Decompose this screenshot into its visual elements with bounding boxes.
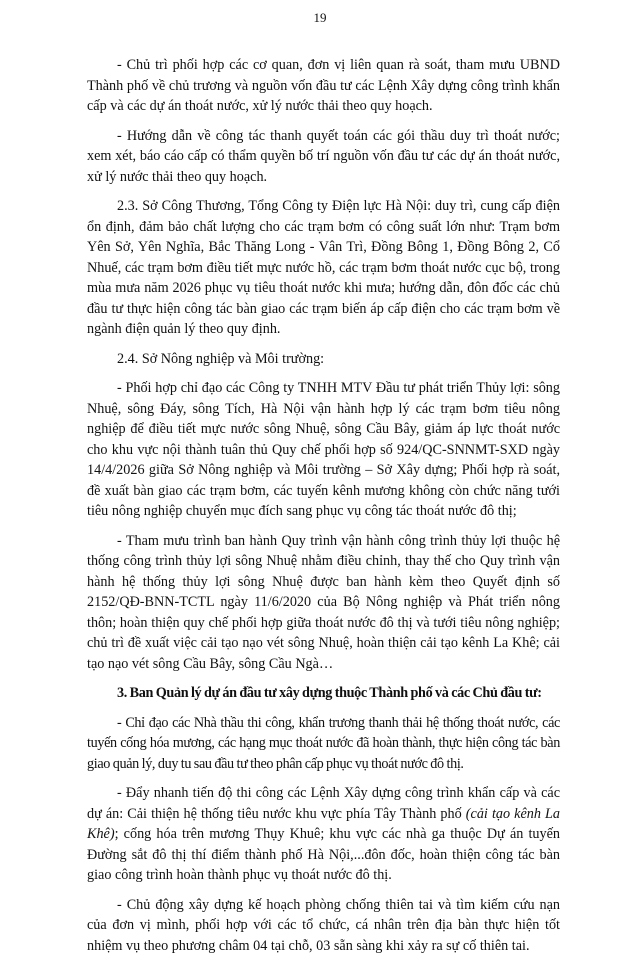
paragraph-day-nhanh-italic: (cải tạo kênh La Khê): [87, 805, 561, 842]
paragraph-day-nhanh: [87, 783, 560, 886]
paragraph-section-2-4-heading: 2.4. Sở Nông nghiệp và Môi trường:: [117, 350, 325, 367]
paragraph-day-nhanh-rest: ; cống hóa trên mương Thụy Khuê; khu vực các nhà ga thuộc Dự án tuyến Đường sắt đô thị thí điểm thành phố Hà Nội,...đôn đốc, hoàn thiện công tác bàn giao công trình hoàn thành phục vụ thoát nước đô thị.: [87, 826, 560, 883]
paragraph-chu-dong: - Chủ động xây dựng kế hoạch phòng chống thiên tai và tìm kiếm cứu nạn của đơn vị mình, phối hợp với các tổ chức, cá nhân trên địa bàn thực hiện tốt nhiệm vụ theo phương châm 04 tại chỗ, 03 sẵn sàng khi xảy ra sự cố thiên tai.: [87, 896, 560, 954]
paragraph-chu-tri: - Chủ trì phối hợp các cơ quan, đơn vị liên quan rà soát, tham mưu UBND Thành phố về chủ trương và nguồn vốn đầu tư các Lệnh Xây dựng công trình khẩn cấp và các dự án thoát nước, xử lý nước thải theo quy hoạch.: [87, 57, 560, 114]
paragraph-section-2-3: 2.3. Sở Công Thương, Tổng Công ty Điện lực Hà Nội: duy trì, cung cấp điện ổn định, đảm bảo chất lượng cho các trạm bơm có công suất lớn như: Trạm bơm Yên Sở, Yên Nghĩa, Bắc Thăng Long - Vân Trì, Đồng Bông 1, Đồng Bông 2, Cổ Nhuế, các trạm bơm điều tiết mực nước hồ, các trạm bơm thoát nước cục bộ, trong mùa mưa năm 2026 phục vụ tiêu thoát nước khi mưa; hướng dẫn, đôn đốc các chủ đầu tư thực hiện công tác bàn giao các trạm biến áp cấp điện cho các trạm bơm về ngành điện quản lý theo quy định.: [87, 198, 560, 337]
paragraph-day-nhanh-text: - Đẩy nhanh tiến độ thi công các Lệnh Xây dựng công trình khẩn cấp và các dự án: Cải thiện hệ thống tiêu nước khu vực phía Tây Thành phố: [87, 785, 560, 822]
paragraph-huong-dan: - Hướng dẫn về công tác thanh quyết toán các gói thầu duy trì thoát nước; xem xét, báo cáo cấp có thẩm quyền bố trí nguồn vốn đầu tư các dự án thoát nước, xử lý nước thải theo quy hoạch.: [87, 127, 560, 185]
section-3-heading: 3. Ban Quản lý dự án đầu tư xây dựng thuộc Thành phố và các Chủ đầu tư:: [117, 685, 542, 701]
paragraph-chi-dao: - Chỉ đạo các Nhà thầu thi công, khẩn trương thanh thải hệ thống thoát nước, các tuyến cống hóa mương, các hạng mục thoát nước đã hoàn thành, thực hiện công tác bàn giao quản lý, duy tu sau đầu tư theo phân cấp phục vụ thoát nước đô thị.: [87, 714, 560, 772]
page-number: 19: [313, 10, 327, 25]
paragraph-phoi-hop: - Phối hợp chỉ đạo các Công ty TNHH MTV Đầu tư phát triển Thủy lợi: sông Nhuệ, sông Đáy, sông Tích, Hà Nội vận hành hợp lý các trạm bơm tiêu nông nghiệp để điều tiết mực nước sông Nhuệ, sông Cầu Bây, giảm áp lực thoát nước cho khu vực nội thành tuân thủ Quy chế phối hợp số 924/QC-SNNMT-SXD ngày 14/4/2026 giữa Sở Nông nghiệp và Môi trường – Sở Xây dựng; Phối hợp rà soát, đề xuất bàn giao các trạm bơm, các tuyến kênh mương không còn chức năng tưới tiêu nông nghiệp chuyển mục đích sang phục vụ công tác thoát nước đô thị;: [87, 380, 560, 519]
document-body: [87, 55, 560, 965]
paragraph-tham-muu: - Tham mưu trình ban hành Quy trình vận hành công trình thủy lợi thuộc hệ thống công trình thủy lợi sông Nhuệ nhằm điều chỉnh, thay thế cho Quy trình vận hành hệ thống thủy lợi sông Nhuệ được ban hành kèm theo Quyết định số 2152/QĐ-BNN-TCTL ngày 11/6/2020 của Bộ Nông nghiệp và Phát triển nông thôn; hoàn thiện quy chế phối hợp giữa thoát nước đô thị và tưới tiêu nông nghiệp; chủ trì đề xuất việc cải tạo nạo vét sông Nhuệ, hoàn thiện cải tạo kênh La Khê; cải tạo nạo vét sông Cầu Bây, sông Cầu Ngà…: [87, 532, 560, 672]
